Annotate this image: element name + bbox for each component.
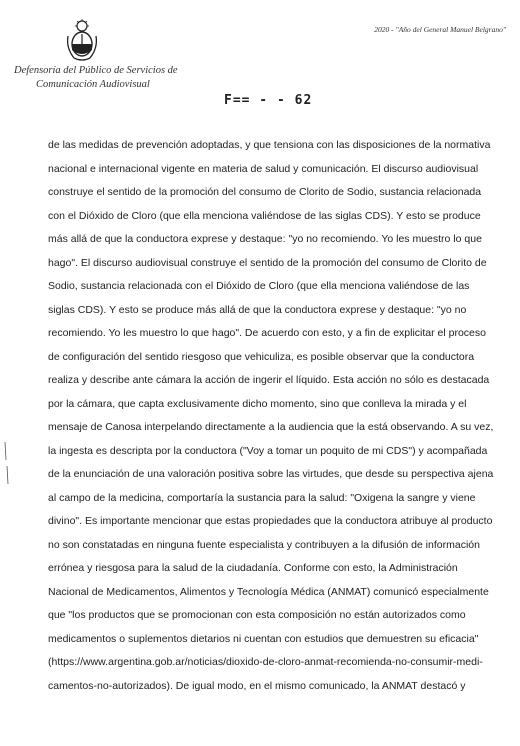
body-line: con el Dióxido de Cloro (que ella menciona valiéndose de las siglas CDS). Y esto se produce — [48, 209, 481, 222]
body-line: que "los productos que se promocionan con esta composición no están autorizados como — [48, 609, 466, 621]
body-line: siglas CDS). Y esto se produce más allá de que la conductora exprese y destaque: "yo no — [48, 303, 467, 316]
body-line: divino". Es importante mencionar que estas propiedades que la conductora atribuye al producto — [48, 515, 493, 527]
body-line: hago". El discurso audiovisual construye el sentido de la promoción del consumo de Clorito de — [48, 256, 487, 269]
body-line: nacional e internacional vigente en materia de salud y comunicación. El discurso audiovisual — [48, 162, 479, 175]
body-line: de configuración del sentido riesgoso que vehiculiza, es posible observar que la conductora — [48, 350, 475, 363]
page-number-stamp: F== - - 62 — [224, 93, 313, 108]
body-line: mensaje de Canosa interpelando directamente a la audiencia que la está observando. A su vez, — [48, 421, 494, 433]
body-line: más allá de que la conductora exprese y destaque: "yo no recomiendo. Yo les muestro lo que — [48, 233, 482, 245]
body-line: Nacional de Medicamentos, Alimentos y Tecnología Médica (ANMAT) comunicó especialmente — [48, 585, 489, 598]
body-line: Sodio, sustancia relacionada con el Dióxido de Cloro (que ella menciona valiéndose de las — [48, 280, 470, 292]
body-text — [48, 134, 510, 698]
body-line: construye el sentido de la promoción del consumo de Clorito de Sodio, sustancia relacionada — [48, 186, 482, 198]
body-line: recomiendo. Yo les muestro lo que hago". De acuerdo con esto, y a fin de explicitar el proceso — [48, 327, 486, 339]
body-line: realiza y describe ante cámara la acción de ingerir el líquido. Esta acción no sólo es destacada — [48, 374, 490, 386]
body-line: medicamentos o suplementos dietarios ni cuentan con estudios que demuestren su eficacia" — [48, 632, 479, 645]
body-line: no son constatadas en ninguna fuente especialista y contribuyen a la difusión de información — [48, 538, 480, 551]
body-line: de las medidas de prevención adoptadas, y que tensiona con las disposiciones de la normativa — [48, 139, 491, 151]
body-line: errónea y riesgosa para la salud de la ciudadanía. Conforme con esto, la Administración — [48, 562, 458, 574]
body-line: (https://www.argentina.gob.ar/noticias/dioxido-de-cloro-anmat-recomienda-no-consumir-medi- — [48, 656, 483, 668]
body-line: por la cámara, que capta exclusivamente dicho momento, sino que conlleva la mirada y el — [48, 397, 467, 410]
coat-of-arms-icon — [64, 18, 100, 62]
margin-mark — [4, 440, 10, 486]
organization-line-1: Defensoría del Público de Servicios de — [14, 65, 178, 76]
body-line: al campo de la medicina, comportaría la sustancia para la salud: "Oxigena la sangre y viene — [48, 491, 476, 504]
body-line: de la enunciación de una valoración positiva sobre las virtudes, que desde su perspectiva ajena — [48, 468, 494, 480]
year-motto: 2020 - "Año del General Manuel Belgrano" — [374, 25, 506, 34]
organization-name — [14, 64, 204, 92]
body-line: la ingesta es descripta por la conductora ("Voy a tomar un poquito de mi CDS") y acompañada — [48, 444, 488, 457]
body-line: camentos-no-autorizados). De igual modo, en el mismo comunicado, la ANMAT destacó y — [48, 679, 466, 692]
organization-line-2: Comunicación Audiovisual — [36, 79, 150, 90]
